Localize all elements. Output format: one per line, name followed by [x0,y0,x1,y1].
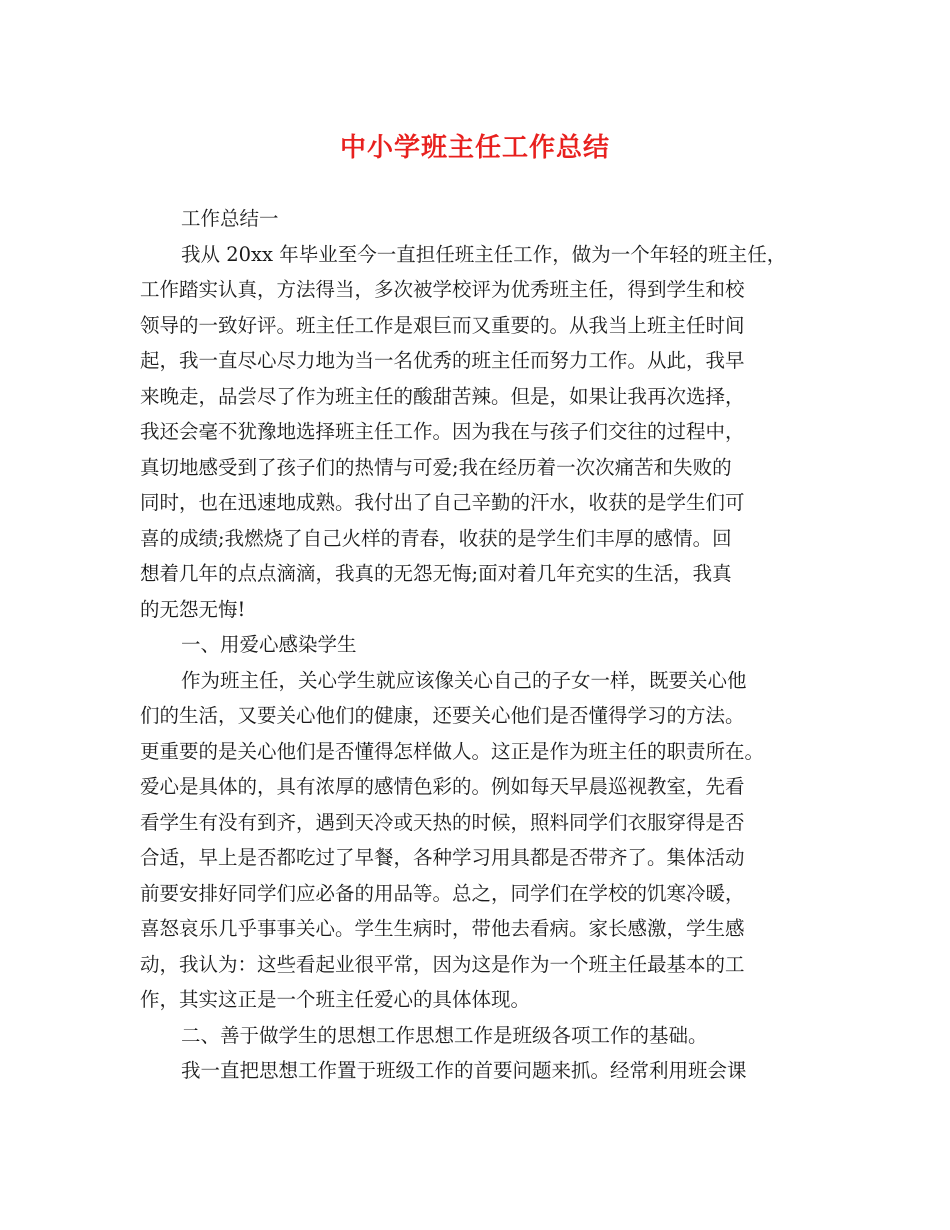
text-line: 喜的成绩;我燃烧了自己火样的青春，收获的是学生们丰厚的感情。回 [140,526,732,550]
text-line: 动，我认为：这些看起业很平常，因为这是作为一个班主任最基本的工 [140,952,745,976]
text-line: 喜怒哀乐几乎事事关心。学生生病时，带他去看病。家长感激，学生感 [140,917,745,940]
text-line: 看学生有没有到齐，遇到天冷或天热的时候，照料同学们衣服穿得是否 [140,810,745,834]
text-line: 二、善于做学生的思想工作思想工作是班级各项工作的基础。 [181,1023,708,1047]
text-line: 作为班主任，关心学生就应该像关心自己的子女一样，既要关心他 [181,668,747,692]
text-line: 们的生活，又要关心他们的健康，还要关心他们是否懂得学习的方法。 [140,704,745,727]
text-line: 领导的一致好评。班主任工作是艰巨而又重要的。从我当上班主任时间 [140,313,745,337]
text-line: 真切地感受到了孩子们的热情与可爱;我在经历着一次次痛苦和失败的 [140,455,732,479]
text-line: 的无怨无悔! [140,597,246,621]
text-line: 我从 20xx 年毕业至今一直担任班主任工作，做为一个年轻的班主任， [181,242,787,266]
document-body [140,201,830,1089]
text-line: 爱心是具体的，具有浓厚的感情色彩的。例如每天早晨巡视教室，先看 [140,775,745,798]
text-line: 作，其实这正是一个班主任爱心的具体体现。 [140,988,531,1011]
text-line: 合适，早上是否都吃过了早餐，各种学习用具都是否带齐了。集体活动 [140,846,745,869]
text-line: 一、用爱心感染学生 [181,633,357,656]
text-line: 工作总结一 [181,207,279,230]
text-line: 来晚走，品尝尽了作为班主任的酸甜苦辣。但是，如果让我再次选择， [140,384,745,408]
document-title: 中小学班主任工作总结 [339,133,610,163]
text-line: 我还会毫不犹豫地选择班主任工作。因为我在与孩子们交往的过程中， [140,420,745,443]
text-line: 更重要的是关心他们是否懂得怎样做人。这正是作为班主任的职责所在。 [140,739,765,763]
text-line: 想着几年的点点滴滴，我真的无怨无悔;面对着几年充实的生活，我真 [140,562,732,585]
text-line: 同时，也在迅速地成熟。我付出了自己辛勤的汗水，收获的是学生们可 [140,491,745,514]
text-line: 我一直把思想工作置于班级工作的首要问题来抓。经常利用班会课 [181,1059,747,1082]
text-line: 工作踏实认真，方法得当，多次被学校评为优秀班主任，得到学生和校 [140,278,745,301]
text-line: 前要安排好同学们应必备的用品等。总之，同学们在学校的饥寒冷暖， [140,881,745,905]
text-line: 起，我一直尽心尽力地为当一名优秀的班主任而努力工作。从此，我早 [140,349,745,372]
